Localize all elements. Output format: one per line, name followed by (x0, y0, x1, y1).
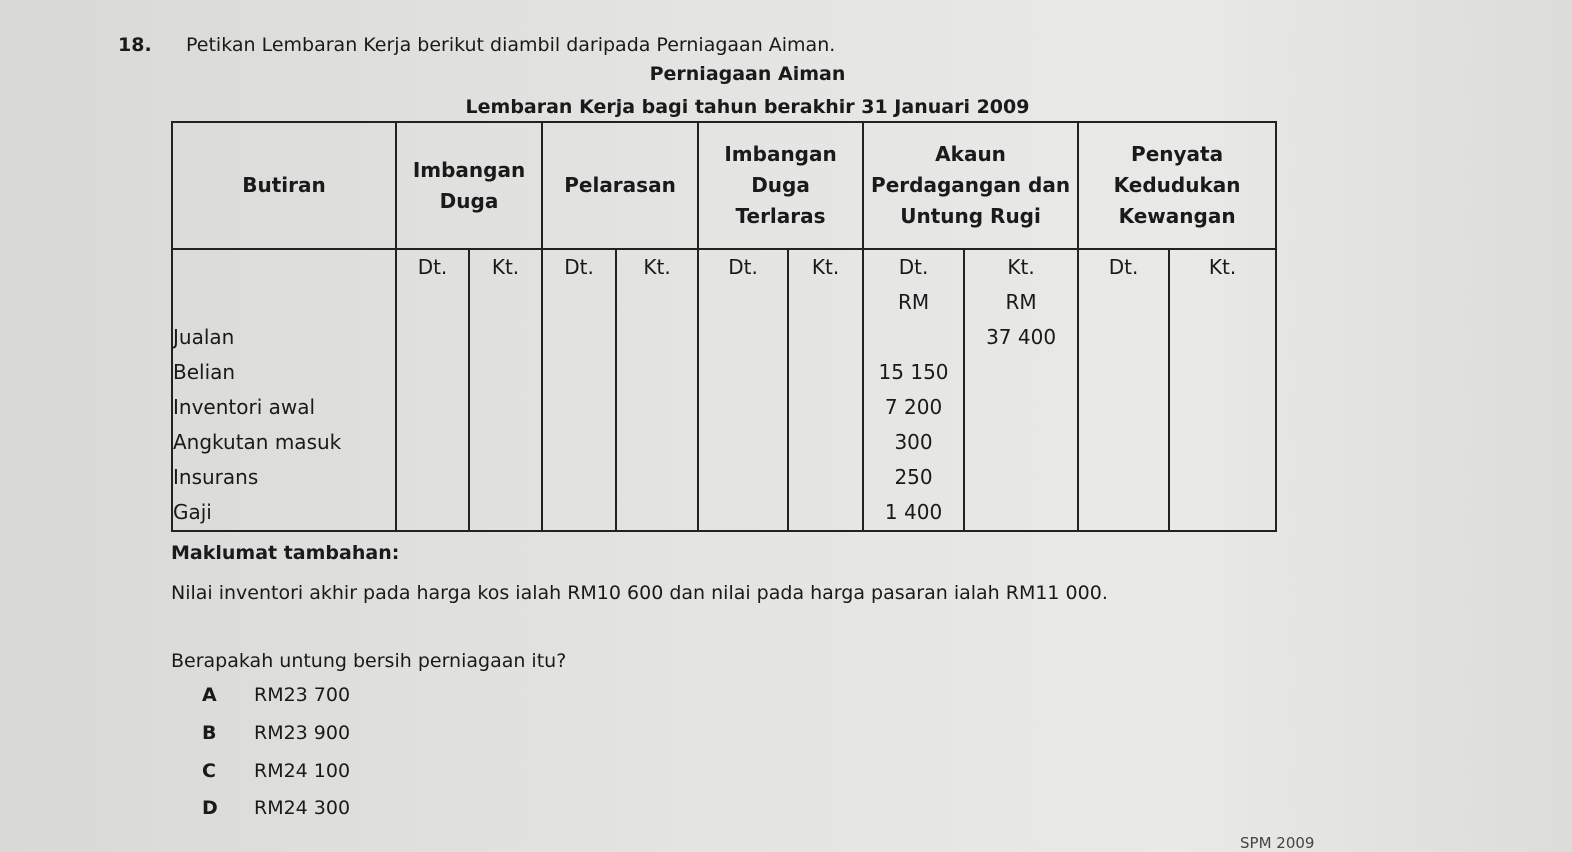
akaun-kt-col: Kt. RM 37 400 (964, 249, 1078, 531)
header-imbangan-duga-terlaras: Imbangan Duga Terlaras (698, 122, 863, 249)
belian-value: 15 150 (878, 360, 949, 384)
inventori-awal-value: 7 200 (884, 395, 943, 419)
item-angkutan-masuk: Angkutan masuk (173, 430, 342, 454)
akaun-dt-col: Dt. RM 15 150 7 200 300 250 1 400 (863, 249, 964, 531)
item-inventori-awal: Inventori awal (173, 395, 316, 419)
terlaras-dt-col: Dt. (698, 249, 788, 531)
option-d[interactable]: D RM24 300 (202, 797, 351, 819)
body-row (172, 249, 1276, 531)
imbangan-kt-col: Kt. (469, 249, 542, 531)
question-number: 18. (118, 34, 152, 56)
header-imbangan-duga: Imbangan Duga (396, 122, 542, 249)
option-c[interactable]: C RM24 100 (202, 760, 351, 782)
item-insurans: Insurans (173, 465, 259, 489)
worksheet-table (171, 121, 1277, 532)
header-akaun-perdagangan: Akaun Perdagangan dan Untung Rugi (863, 122, 1078, 249)
pelarasan-kt-col: Kt. (616, 249, 698, 531)
header-butiran: Butiran (172, 122, 396, 249)
insurans-value: 250 (894, 465, 933, 489)
business-name: Perniagaan Aiman (649, 63, 846, 85)
worksheet-title: Lembaran Kerja bagi tahun berakhir 31 Januari 2009 (465, 96, 1030, 118)
pelarasan-dt-col: Dt. (542, 249, 616, 531)
header-penyata-kedudukan: Penyata Kedudukan Kewangan (1078, 122, 1276, 249)
item-jualan: Jualan (173, 325, 235, 349)
penyata-dt-col: Dt. (1078, 249, 1169, 531)
item-belian: Belian (173, 360, 236, 384)
terlaras-kt-col: Kt. (788, 249, 863, 531)
additional-info-text: Nilai inventori akhir pada harga kos ialah RM10 600 dan nilai pada harga pasaran ialah RM11 000. (171, 582, 1108, 604)
imbangan-dt-col: Dt. (396, 249, 469, 531)
option-a[interactable]: A RM23 700 (202, 684, 351, 706)
item-gaji: Gaji (173, 500, 212, 524)
header-pelarasan: Pelarasan (542, 122, 698, 249)
header-row (172, 122, 1276, 249)
question-ask: Berapakah untung bersih perniagaan itu? (171, 650, 567, 672)
angkutan-masuk-value: 300 (894, 430, 933, 454)
source-footer: SPM 2009 (1240, 834, 1315, 852)
jualan-value: 37 400 (986, 325, 1057, 349)
gaji-value: 1 400 (884, 500, 943, 524)
additional-info-title: Maklumat tambahan: (171, 542, 400, 564)
option-b[interactable]: B RM23 900 (202, 722, 351, 744)
question-text: Petikan Lembaran Kerja berikut diambil daripada Perniagaan Aiman. (186, 34, 836, 56)
penyata-kt-col: Kt. (1169, 249, 1276, 531)
items-cell (172, 249, 396, 531)
